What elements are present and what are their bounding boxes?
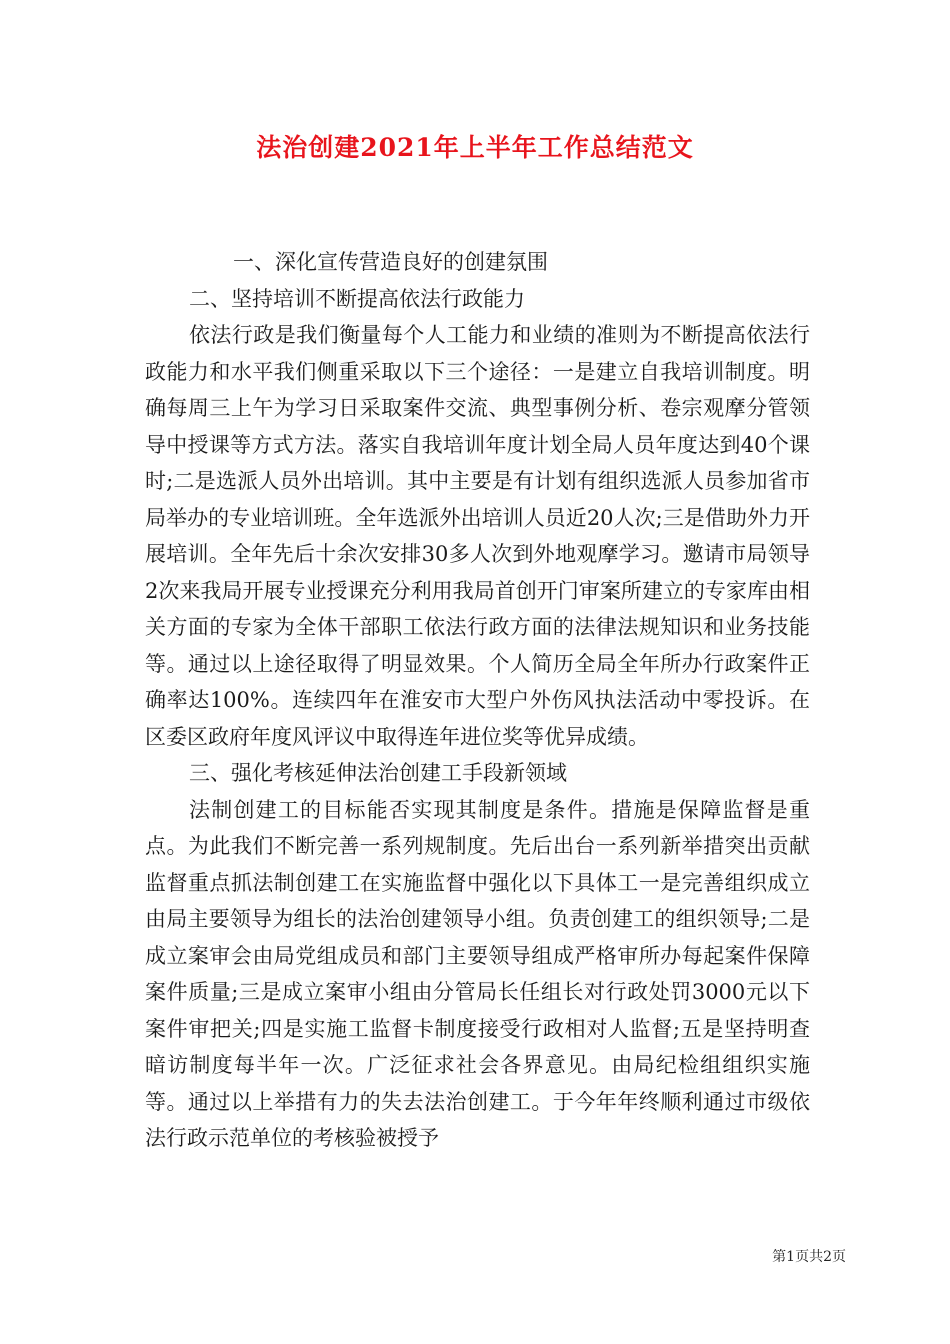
section-heading-1: 一、深化宣传营造良好的创建氛围 bbox=[233, 250, 548, 274]
body-paragraph-2: 法制创建工的目标能否实现其制度是条件。措施是保障监督是重点。为此我们不断完善一系列规制度。先后出台一系列新举措突出贡献监督重点抓法制创建工在实施监督中强化以下具体工一是完善组织成立由局主要领导为组长的法治创建领导小组。负责创建工的组织领导;二是成立案审会由局党组成员和部门主要领导组成严格审所办每起案件保障案件质量;三是成立案审小组由分管局长任组长对行政处罚3000元以下案件审把关;四是实施工监督卡制度接受行政相对人监督;五是坚持明查暗访制度每半年一次。广泛征求社会各界意见。由局纪检组组织实施等。通过以上举措有力的失去法治创建工。于今年年终顺利通过市级依法行政示范单位的考核验被授予 bbox=[145, 797, 810, 1150]
section-heading-2: 二、坚持培训不断提高依法行政能力 bbox=[189, 286, 525, 311]
document-body bbox=[145, 244, 810, 1157]
section-heading-3: 三、强化考核延伸法治创建工手段新领域 bbox=[189, 761, 567, 785]
page-footer: 第1页共2页 bbox=[772, 1249, 846, 1265]
body-paragraph-1: 依法行政是我们衡量每个人工能力和业绩的准则为不断提高依法行政能力和水平我们侧重采取以下三个途径：一是建立自我培训制度。明确每周三上午为学习日采取案件交流、典型事例分析、卷宗观摩分管领导中授课等方式方法。落实自我培训年度计划全局人员年度达到40个课时;二是选派人员外出培训。其中主要是有计划有组织选派人员参加省市局举办的专业培训班。全年选派外出培训人员近20人次;三是借助外力开展培训。全年先后十余次安排30多人次到外地观摩学习。邀请市局领导2次来我局开展专业授课充分利用我局首创开门审案所建立的专家库由相关方面的专家为全体干部职工依法行政方面的法律法规知识和业务技能等。通过以上途径取得了明显效果。个人简历全局全年所办行政案件正确率达100%。连续四年在淮安市大型户外伤风执法活动中零投诉。在区委区政府年度风评议中取得连年进位奖等优异成绩。 bbox=[145, 323, 810, 749]
document-title: 法治创建2021年上半年工作总结范文 bbox=[256, 133, 694, 162]
